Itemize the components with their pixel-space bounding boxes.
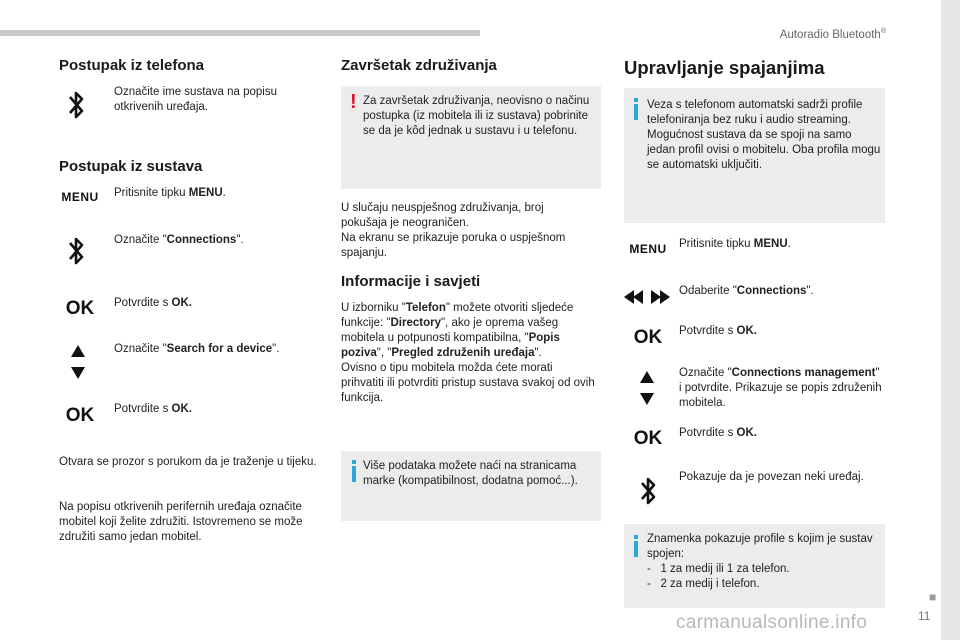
menu-icon: MENU [629,242,667,256]
search-progress-text: Otvara se prozor s porukom da je traženje u tijeku. [59,456,317,468]
system-step-3: Potvrdite s OK. [114,297,192,309]
select-phone-text: Na popisu otkrivenih perifernih uređaja označite mobitel koji želite združiti. Istovremeno se može združiti samo jedan mobitel. [59,501,303,543]
title-info-tips: Informacije i savjeti [341,273,481,290]
manage-step-5: Potvrdite s OK. [679,427,757,439]
header-bar [0,30,480,36]
page-number: 11 [918,609,931,623]
watermark: carmanualsonline.info [676,612,868,633]
profile-note-text: Znamenka pokazuje profile s kojim je sustav spojen: - 1 za medij ili 1 za telefon. - 2 za medij i telefon. [647,533,873,590]
success-text: Na ekranu se prikazuje poruka o uspješnom spajanju. [341,232,566,259]
bluetooth-icon [66,234,86,268]
info-icon-dot [352,460,356,464]
note-text: Više podataka možete naći na stranicama marke (kompatibilnost, dodatna pomoć...). [363,460,578,487]
left-right-arrows-icon [624,289,670,305]
ok-icon: OK [65,298,95,319]
system-step-2: Označite "Connections". [114,234,244,246]
manage-step-1: Pritisnite tipku MENU. [679,238,791,250]
system-step-5: Potvrdite s OK. [114,403,192,415]
ok-icon: OK [633,327,663,348]
up-down-arrows-icon [70,344,86,380]
up-down-arrows-icon [639,370,655,406]
ok-icon: OK [65,405,95,426]
manage-step-4: Označite "Connections management" i potvrdite. Prikazuje se popis združenih mobitela. [679,367,882,409]
info-icon [634,104,638,120]
title-system-procedure: Postupak iz sustava [59,158,203,175]
page-header: Autoradio Bluetooth® [779,28,886,41]
info-icon-dot [634,98,638,102]
info-icon-dot [634,535,638,539]
system-step-1: Pritisnite tipku MENU. [114,187,226,199]
bluetooth-icon [638,474,658,508]
page-edge-bar [941,0,960,640]
info-tips-text: U izborniku "Telefon" možete otvoriti sljedeće funkcije: "Directory", ako je oprema vašeg mobitela u potpunosti kompatibilna, "Popis poziva", "Pregled združenih uređaja". Ovisno o tipu mobitela možda ćete morati prihvatiti ili potvrditi pristup sustava svakoj od ovih funkcija. [341,302,595,404]
page-marker: ■ [929,590,937,604]
ok-icon: OK [633,428,663,449]
manage-step-6: Pokazuje da je povezan neki uređaj. [679,471,864,483]
title-phone-procedure: Postupak iz telefona [59,57,205,74]
info-icon [634,541,638,557]
warning-text: Za završetak združivanja, neovisno o načinu postupka (iz mobitela ili iz sustava) pobrinite se da je kôd jednak u sustavu i u telefonu. [363,95,590,137]
manage-step-2: Odaberite "Connections". [679,285,814,297]
menu-icon: MENU [61,190,99,204]
info-box-text: Veza s telefonom automatski sadrži profile telefoniranja bez ruku i audio streaming. Mogućnost sustava da se spoji na samo jedan profil ovisi o mobitelu. Oba profila mogu se automatski uključiti. [647,99,881,171]
warning-icon: ! [350,91,357,113]
manage-step-3: Potvrdite s OK. [679,325,757,337]
retry-text: U slučaju neuspješnog združivanja, broj pokušaja je neograničen. [341,202,544,229]
bluetooth-icon [66,88,86,122]
phone-step-text: Označite ime sustava na popisu otkrivenih uređaja. [114,86,278,113]
info-icon [352,466,356,482]
title-connection-management: Upravljanje spajanjima [624,57,825,78]
system-step-4: Označite "Search for a device". [114,343,280,355]
title-pairing-end: Završetak združivanja [341,57,497,74]
